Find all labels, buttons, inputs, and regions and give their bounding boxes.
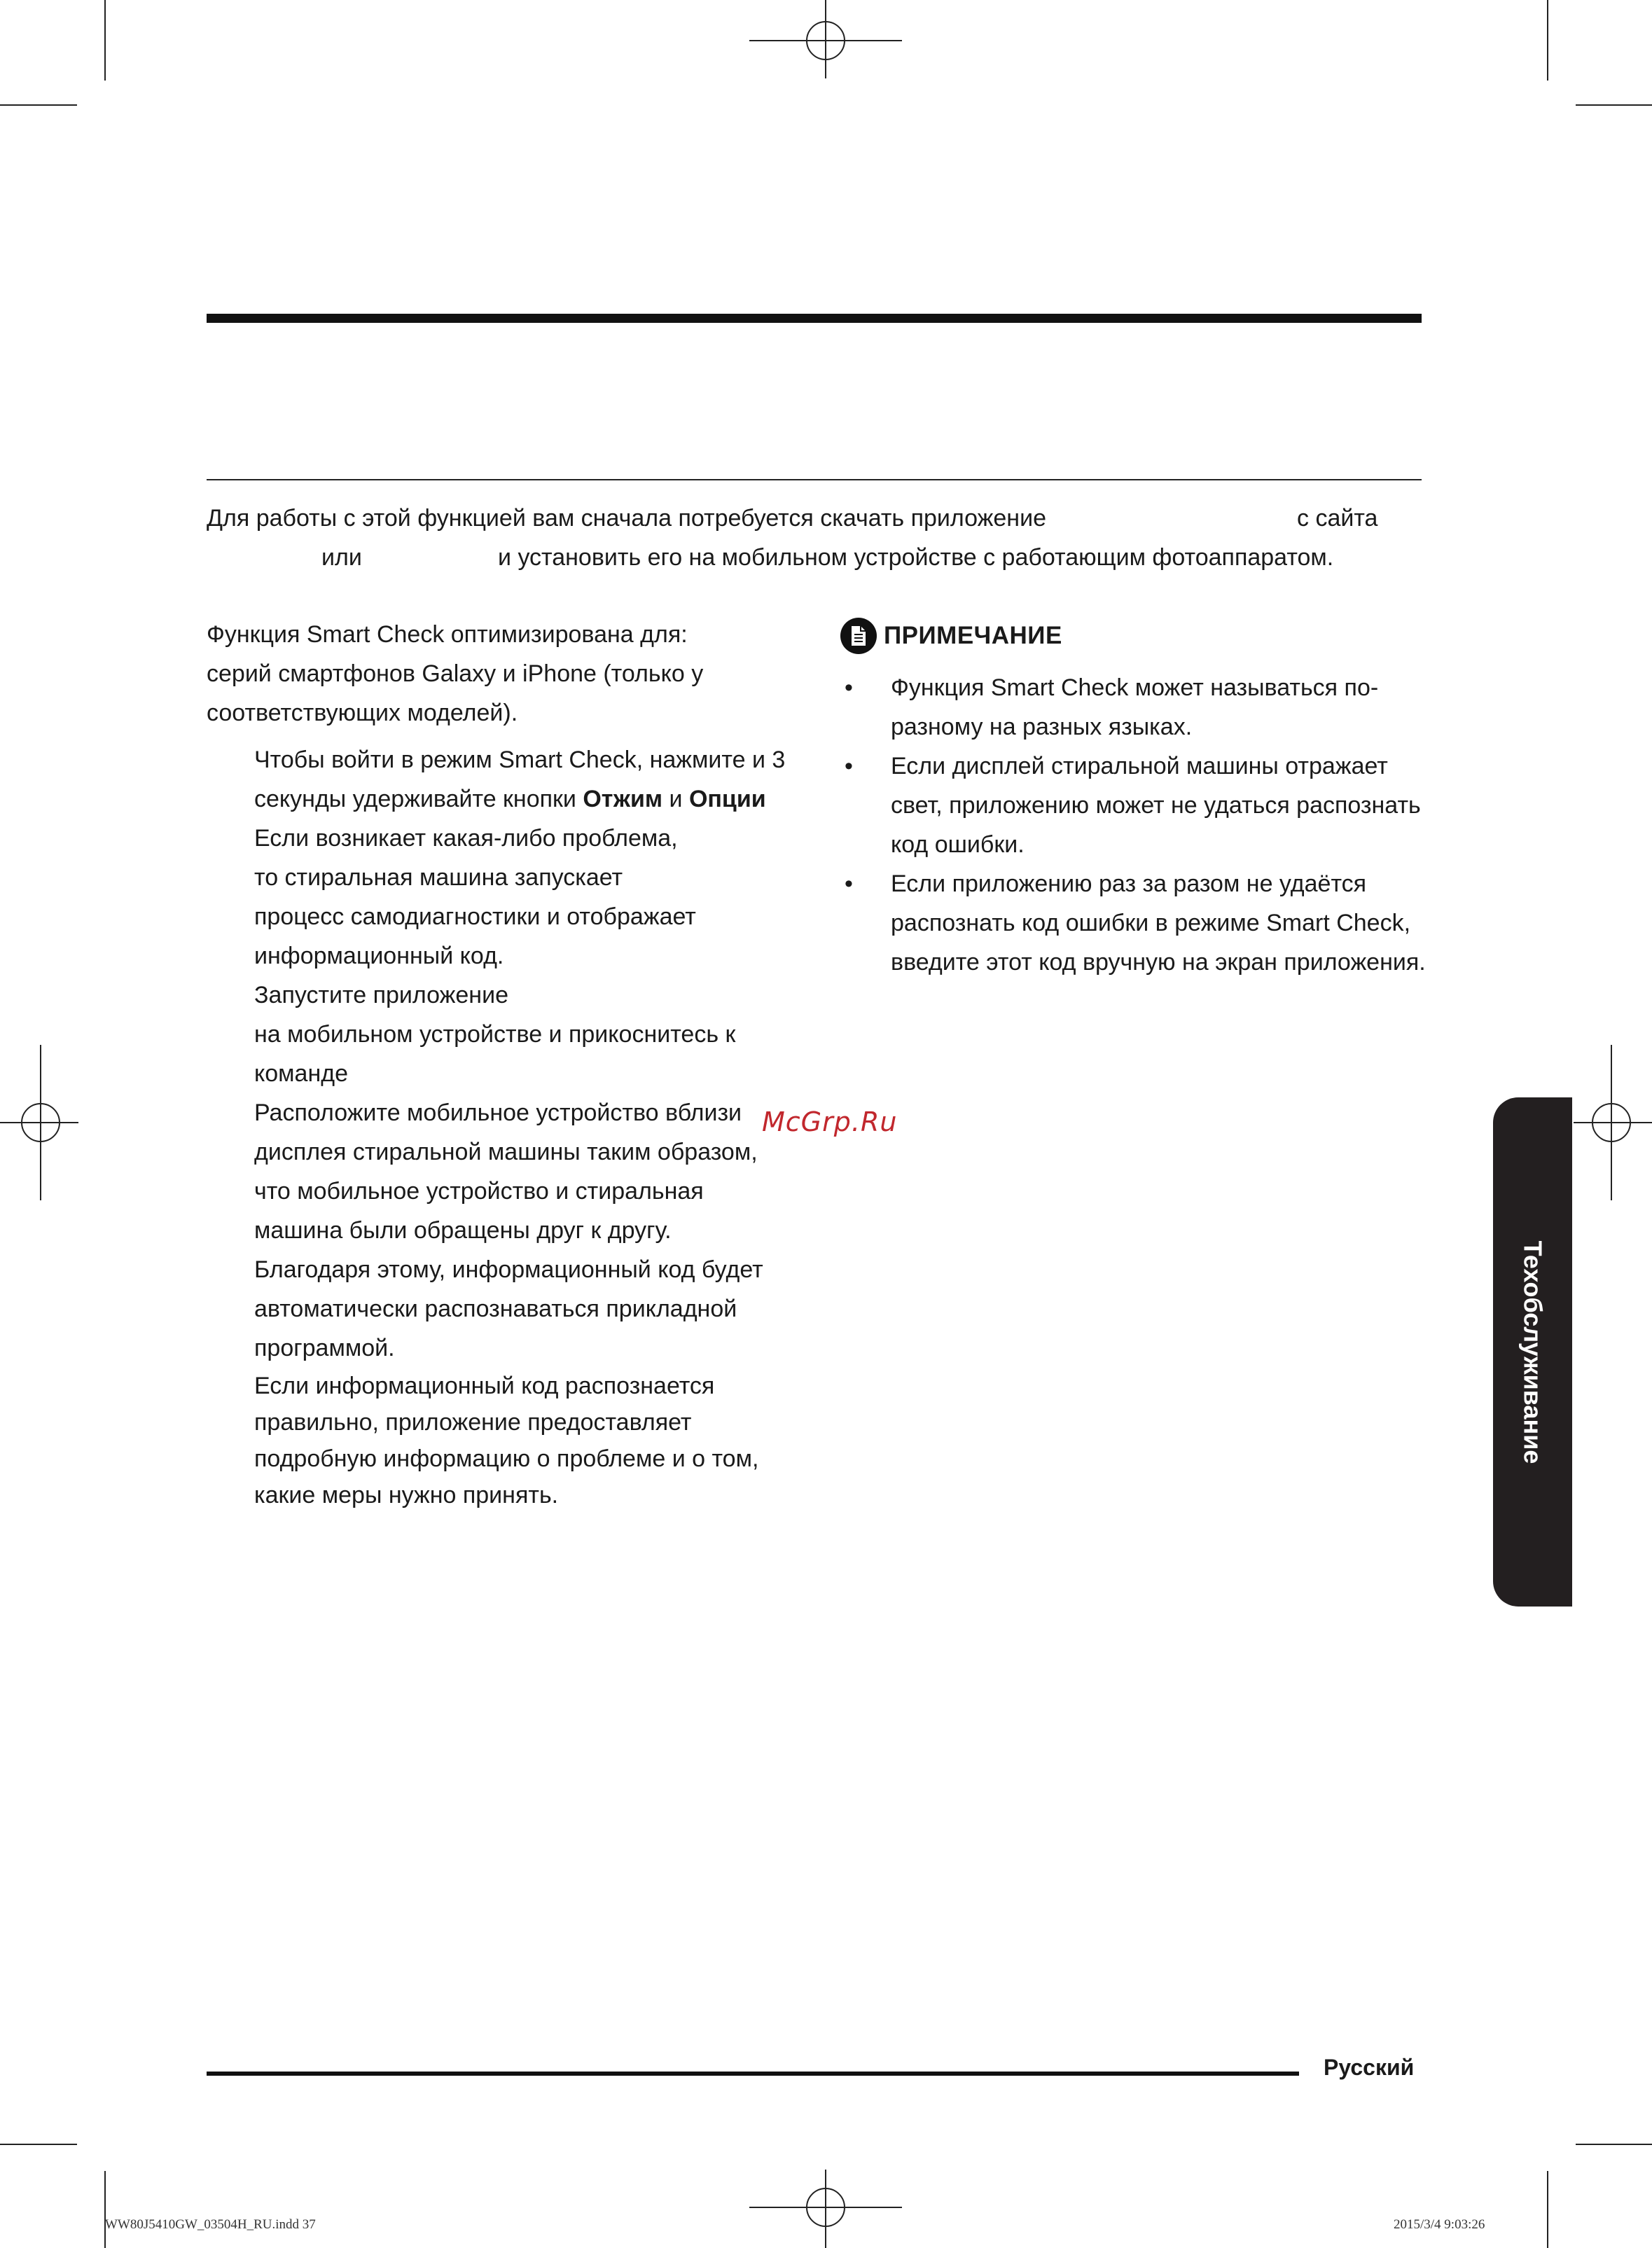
heading-rule-thick bbox=[207, 314, 1422, 323]
heading-rule-thin bbox=[207, 479, 1422, 480]
step-text: и bbox=[669, 786, 683, 812]
step-line: подробную информацию о проблеме и о том, bbox=[254, 1445, 759, 1472]
step-line: Запустите приложение bbox=[254, 982, 508, 1008]
note-line: код ошибки. bbox=[891, 831, 1025, 858]
note-line: свет, приложению может не удаться распознать bbox=[891, 792, 1421, 819]
step-line: дисплея стиральной машины таким образом, bbox=[254, 1139, 758, 1165]
paragraph-line: соответствующих моделей). bbox=[207, 700, 518, 726]
footer-rule bbox=[207, 2072, 1299, 2076]
step-line: программой. bbox=[254, 1335, 395, 1361]
note-list bbox=[840, 668, 1436, 982]
paragraph-line: Функция Smart Check оптимизирована для: bbox=[207, 621, 688, 648]
paragraph-line: серий смартфонов Galaxy и iPhone (только у bbox=[207, 660, 704, 687]
bullet-icon: • bbox=[845, 753, 853, 779]
note-line: введите этот код вручную на экран приложения. bbox=[891, 949, 1426, 976]
step-line: на мобильном устройстве и прикоснитесь к bbox=[254, 1021, 736, 1048]
bullet-icon: • bbox=[845, 870, 853, 897]
step-line: Благодаря этому, информационный код будет bbox=[254, 1256, 763, 1283]
step-line: автоматически распознаваться прикладной bbox=[254, 1296, 737, 1322]
step-line: процесс самодиагностики и отображает bbox=[254, 903, 696, 930]
footer-language: Русский bbox=[1324, 2055, 1415, 2080]
note-item bbox=[840, 864, 1436, 982]
step-line: что мобильное устройство и стиральная bbox=[254, 1178, 704, 1205]
note-title: ПРИМЕЧАНИЕ bbox=[884, 622, 1062, 649]
spin-button-name: Отжим bbox=[583, 786, 663, 812]
step-line: Если возникает какая-либо проблема, bbox=[254, 825, 678, 852]
step-line: Расположите мобильное устройство вблизи bbox=[254, 1099, 742, 1126]
step-line: Чтобы войти в режим Smart Check, нажмите и 3 bbox=[254, 747, 786, 773]
step-line: то стиральная машина запускает bbox=[254, 864, 623, 891]
note-header bbox=[840, 615, 1062, 657]
bullet-icon: • bbox=[845, 674, 853, 701]
compatibility-paragraph bbox=[207, 615, 767, 733]
note-item bbox=[840, 747, 1436, 864]
print-slug-date: 2015/3/4 9:03:26 bbox=[1394, 2217, 1485, 2232]
print-slug-file: WW80J5410GW_03504H_RU.indd 37 bbox=[105, 2217, 316, 2232]
step-text: секунды удерживайте кнопки bbox=[254, 786, 576, 812]
note-line: Функция Smart Check может называться по- bbox=[891, 674, 1379, 701]
note-line: распознать код ошибки в режиме Smart Check, bbox=[891, 910, 1411, 936]
procedure-steps bbox=[254, 740, 786, 1513]
section-side-tab bbox=[1493, 1097, 1572, 1607]
intro-text: с сайта bbox=[1297, 505, 1378, 532]
options-button-name: Опции bbox=[688, 786, 766, 812]
intro-text: Для работы с этой функцией вам сначала потребуется скачать приложение bbox=[207, 505, 1046, 532]
intro-text: и установить его на мобильном устройстве с работающим фотоаппаратом. bbox=[498, 544, 1334, 571]
step-line: правильно, приложение предоставляет bbox=[254, 1409, 692, 1436]
step-line: команде bbox=[254, 1060, 348, 1087]
step-line: информационный код. bbox=[254, 943, 504, 969]
note-line: Если дисплей стиральной машины отражает bbox=[891, 753, 1388, 779]
intro-text: или bbox=[321, 544, 362, 571]
step-line: Если информационный код распознается bbox=[254, 1373, 715, 1399]
note-item bbox=[840, 668, 1436, 747]
note-document-icon bbox=[840, 618, 877, 654]
step-line bbox=[254, 779, 786, 819]
step-line: машина были обращены друг к другу. bbox=[254, 1217, 672, 1244]
side-tab-label: Техобслуживание bbox=[1518, 1240, 1548, 1464]
note-line: Если приложению раз за разом не удаётся bbox=[891, 870, 1367, 897]
note-line: разному на разных языках. bbox=[891, 714, 1193, 740]
step-line: какие меры нужно принять. bbox=[254, 1482, 559, 1508]
watermark: McGrp.Ru bbox=[762, 1106, 898, 1137]
